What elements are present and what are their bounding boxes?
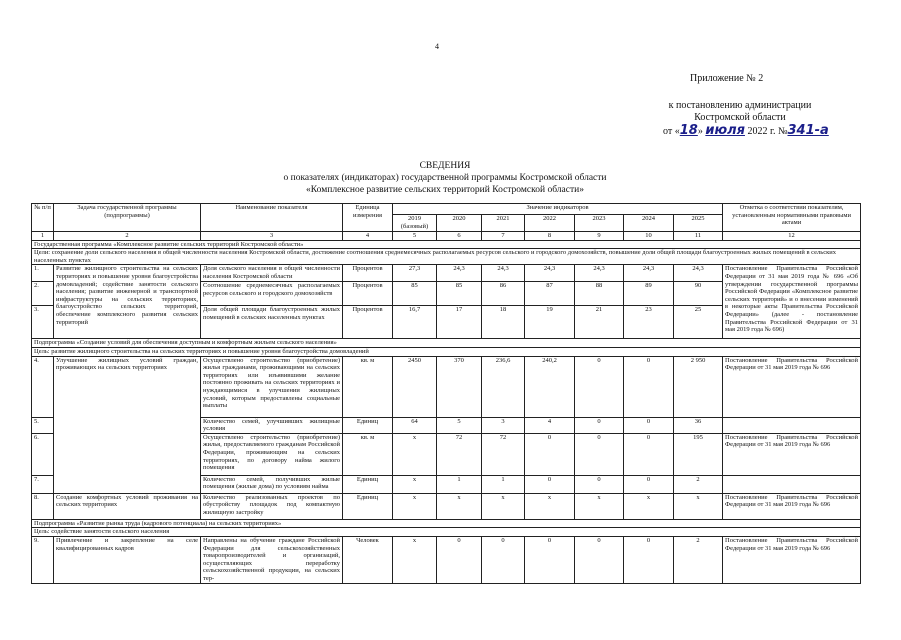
value-cell: х — [482, 493, 525, 519]
unit-cell: Единиц — [343, 417, 393, 433]
column-numbers-row — [32, 232, 861, 241]
col-number: 4 — [343, 232, 393, 241]
header-year: 2021 — [482, 215, 525, 232]
header-year: 2020 — [437, 215, 482, 232]
value-cell: 236,6 — [482, 356, 525, 417]
col-number: 2 — [54, 232, 201, 241]
value-cell: 5 — [437, 417, 482, 433]
value-cell: 24,3 — [624, 265, 674, 282]
value-cell: 2 — [674, 536, 723, 583]
value-cell: 0 — [575, 417, 624, 433]
task-cell: Создание комфортных условий проживания на сельских территориях — [54, 493, 201, 519]
unit-cell: кв. м — [343, 356, 393, 417]
value-cell: х — [437, 493, 482, 519]
unit-cell: Единиц — [343, 475, 393, 493]
decree-line-1: к постановлению администрации — [668, 100, 812, 111]
value-cell: 86 — [482, 282, 525, 306]
value-cell: 27,3 — [393, 265, 437, 282]
mark-cell: Постановление Правительства Российской Федерации от 31 мая 2019 года № 696 — [723, 433, 861, 475]
mark-cell-empty — [723, 417, 861, 433]
value-cell: х — [393, 475, 437, 493]
subprogram-row: Подпрограмма «Развитие рынка труда (кадрового потенциала) на сельских территориях» — [32, 519, 861, 528]
table-row — [32, 356, 861, 417]
value-cell: 0 — [525, 433, 575, 475]
col-number: 8 — [525, 232, 575, 241]
value-cell: 0 — [624, 433, 674, 475]
value-cell: 24,3 — [674, 265, 723, 282]
col-number: 10 — [624, 232, 674, 241]
value-cell: 72 — [437, 433, 482, 475]
row-num: 3. — [32, 306, 54, 339]
value-cell: 24,3 — [437, 265, 482, 282]
value-cell: 0 — [624, 356, 674, 417]
decree-number: 341-а — [787, 123, 829, 138]
unit-cell: Процентов — [343, 306, 393, 339]
indicators-table — [31, 203, 861, 584]
goal-row: Цель: развитие жилищного строительства на сельских территориях и повышение уровня благоустройства домовладений — [32, 347, 861, 356]
header-task: Задача государственной программы (подпрограммы) — [54, 204, 201, 232]
value-cell: 0 — [437, 536, 482, 583]
value-cell: 0 — [575, 433, 624, 475]
indicator-cell: Количество семей, улучшивших жилищные условия — [201, 417, 343, 433]
mark-cell: Постановление Правительства Российской Федерации от 31 мая 2019 года № 696 — [723, 356, 861, 417]
task-cell: Развитие жилищного строительства на сельских территориях и повышение уровня благоустройства домовладений; содействие занятости сельского населения; развитие инженерной и транспортной инфраструктуры на сельских территориях, благоустройство сельских территорий, обеспечение комплексного развития сельских территорий — [54, 265, 201, 339]
title-line-2: о показателях (индикаторах) государственной программы Костромской области — [283, 173, 607, 183]
value-cell: 85 — [393, 282, 437, 306]
value-cell: 17 — [437, 306, 482, 339]
header-year: 2025 — [674, 215, 723, 232]
indicator-cell: Осуществлено строительство (приобретение) жилья, предоставляемого гражданам Российской Федерации, проживающим на сельских территориях, по договору найма жилого помещения — [201, 433, 343, 475]
header-num: № п/п — [32, 204, 54, 232]
value-cell: 21 — [575, 306, 624, 339]
decree-line-2: Костромской области — [694, 112, 786, 123]
value-cell: 19 — [525, 306, 575, 339]
value-cell: 0 — [525, 475, 575, 493]
header-year: 2022 — [525, 215, 575, 232]
task-cell: Привлечение и закрепление на селе квалифицированных кадров — [54, 536, 201, 583]
goal-row: Цели: сохранение доли сельского населения в общей численности населения Костромской области, достижение соотношения среднемесячных располагаемых ресурсов сельского и городского домохозяйств, повышение доли общей площади благоустроенных жилых помещений в сельских населенных пунктах — [32, 249, 861, 265]
col-number: 5 — [393, 232, 437, 241]
date-mid: » — [697, 126, 706, 137]
value-cell: 0 — [624, 536, 674, 583]
program-row: Государственная программа «Комплексное развитие сельских территорий Костромской области» — [32, 240, 861, 249]
row-num: 5. — [32, 417, 54, 433]
row-num: 8. — [32, 493, 54, 519]
col-number: 3 — [201, 232, 343, 241]
value-cell: 1 — [437, 475, 482, 493]
page-number: 4 — [435, 42, 439, 51]
value-cell: х — [393, 433, 437, 475]
col-number: 7 — [482, 232, 525, 241]
value-cell: 0 — [575, 356, 624, 417]
row-num: 7. — [32, 475, 54, 493]
table-row — [32, 493, 861, 519]
col-number: 9 — [575, 232, 624, 241]
unit-cell: Человек — [343, 536, 393, 583]
value-cell: 87 — [525, 282, 575, 306]
decree-date — [663, 123, 829, 138]
row-num: 1. — [32, 265, 54, 282]
value-cell: 2 — [674, 475, 723, 493]
value-cell: 0 — [624, 475, 674, 493]
value-cell: 2 950 — [674, 356, 723, 417]
value-cell: 195 — [674, 433, 723, 475]
decree-reference — [610, 100, 870, 124]
value-cell: 24,3 — [575, 265, 624, 282]
header-year: 2019 (базовый) — [393, 215, 437, 232]
indicator-cell: Доля общей площади благоустроенных жилых помещений в сельских населенных пунктах — [201, 306, 343, 339]
document-title — [230, 160, 660, 196]
col-number: 6 — [437, 232, 482, 241]
value-cell: 88 — [575, 282, 624, 306]
value-cell: х — [624, 493, 674, 519]
value-cell: 3 — [482, 417, 525, 433]
value-cell: 0 — [525, 536, 575, 583]
value-cell: 0 — [624, 417, 674, 433]
value-cell: 370 — [437, 356, 482, 417]
title-line-1: СВЕДЕНИЯ — [419, 161, 471, 171]
table-row — [32, 265, 861, 282]
value-cell: 4 — [525, 417, 575, 433]
unit-cell: кв. м — [343, 433, 393, 475]
table-row — [32, 536, 861, 583]
mark-cell: Постановление Правительства Российской Федерации от 31 мая 2019 года № 696 — [723, 536, 861, 583]
goal-row: Цель: содействие занятости сельского населения — [32, 528, 861, 537]
row-num: 4. — [32, 356, 54, 417]
value-cell: 64 — [393, 417, 437, 433]
value-cell: 2450 — [393, 356, 437, 417]
unit-cell: Единиц — [343, 493, 393, 519]
indicator-cell: Направлены на обучение граждане Российской Федерации для сельскохозяйственных товаропроизводителей и организаций, осуществляющих переработку сельскохозяйственной продукции, на сельских тер- — [201, 536, 343, 583]
value-cell: 0 — [575, 536, 624, 583]
value-cell: 89 — [624, 282, 674, 306]
col-number: 1 — [32, 232, 54, 241]
mark-cell-empty — [723, 475, 861, 493]
indicator-cell: Количество реализованных проектов по обустройству площадок под компактную жилищную застройку — [201, 493, 343, 519]
annex-label: Приложение № 2 — [690, 73, 764, 84]
value-cell: 0 — [575, 475, 624, 493]
header-mark: Отметка о соответствии показателям, установленным нормативными правовыми актами — [723, 204, 861, 232]
header-values: Значение индикаторов — [393, 204, 723, 215]
task-cell: Улучшение жилищных условий граждан, проживающих на сельских территориях — [54, 356, 201, 493]
value-cell: 23 — [624, 306, 674, 339]
mark-cell: Постановление Правительства Российской Федерации от 31 мая 2019 года № 696 «Об утверждении государственной программы Российской Федерации «Комплексное развитие сельских территорий» и о внесении изменений в некоторые акты Правительства Российской Федерации» (далее - постановление Правительства Российской Федерации от 31 мая 2019 года № 696) — [723, 265, 861, 339]
subprogram-row: Подпрограмма «Создание условий для обеспечения доступным и комфортным жильем сельского населения» — [32, 339, 861, 348]
value-cell: 240,2 — [525, 356, 575, 417]
mark-cell: Постановление Правительства Российской Федерации от 31 мая 2019 года № 696 — [723, 493, 861, 519]
col-number: 12 — [723, 232, 861, 241]
header-indicator: Наименование показателя — [201, 204, 343, 232]
value-cell: 24,3 — [525, 265, 575, 282]
value-cell: х — [393, 493, 437, 519]
date-day: 18 — [679, 123, 698, 138]
unit-cell: Процентов — [343, 282, 393, 306]
value-cell: 72 — [482, 433, 525, 475]
value-cell: 25 — [674, 306, 723, 339]
value-cell: 0 — [482, 536, 525, 583]
row-num: 9. — [32, 536, 54, 583]
value-cell: 24,3 — [482, 265, 525, 282]
indicator-cell: Количество семей, получивших жилые помещения (жилые дома) по условиям найма — [201, 475, 343, 493]
value-cell: х — [393, 536, 437, 583]
unit-cell: Процентов — [343, 265, 393, 282]
value-cell: 18 — [482, 306, 525, 339]
row-num: 2. — [32, 282, 54, 306]
header-year: 2023 — [575, 215, 624, 232]
value-cell: 85 — [437, 282, 482, 306]
value-cell: х — [674, 493, 723, 519]
col-number: 11 — [674, 232, 723, 241]
value-cell: 16,7 — [393, 306, 437, 339]
date-month: июля — [705, 123, 745, 138]
value-cell: 90 — [674, 282, 723, 306]
value-cell: 1 — [482, 475, 525, 493]
header-unit: Единица измерения — [343, 204, 393, 232]
row-num: 6. — [32, 433, 54, 475]
date-year: 2022 г. № — [744, 126, 788, 137]
value-cell: х — [525, 493, 575, 519]
date-prefix: от « — [663, 126, 680, 137]
indicator-cell: Соотношение среднемесячных располагаемых ресурсов сельского и городского домохозяйств — [201, 282, 343, 306]
indicator-cell: Доля сельского населения в общей численности населения Костромской области — [201, 265, 343, 282]
indicator-cell: Осуществлено строительство (приобретение) жилья гражданами, проживающими на сельских территориях или изъявившими желание постоянно проживать на сельских территориях и нуждающимися в улучшении жилищных условий, которым предоставлены социальные выплаты — [201, 356, 343, 417]
value-cell: х — [575, 493, 624, 519]
title-line-3: «Комплексное развитие сельских территорий Костромской области» — [306, 185, 584, 195]
value-cell: 36 — [674, 417, 723, 433]
header-year: 2024 — [624, 215, 674, 232]
